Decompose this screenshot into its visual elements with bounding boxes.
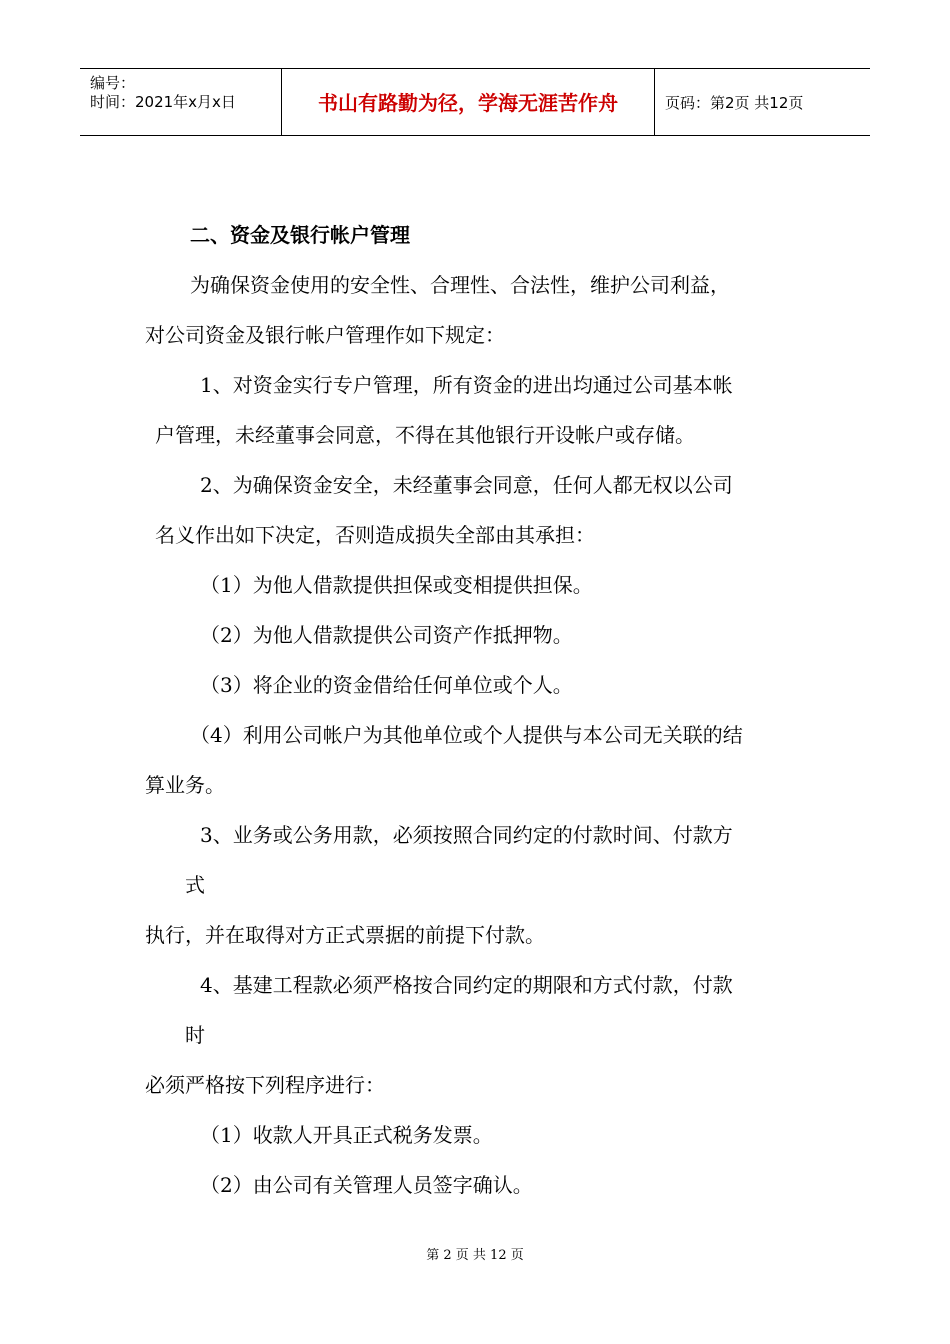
section-heading: 二、资金及银行帐户管理 — [190, 223, 410, 247]
paragraph-line: 1、对资金实行专户管理，所有资金的进出均通过公司基本帐 — [200, 373, 733, 397]
list-item-line: （1）为他人借款提供担保或变相提供担保。 — [200, 573, 593, 597]
list-item-line: （3）将企业的资金借给任何单位或个人。 — [200, 673, 573, 697]
paragraph-line: 2、为确保资金安全，未经董事会同意，任何人都无权以公司 — [200, 473, 733, 497]
paragraph-line: 时 — [185, 1023, 205, 1047]
header-page-info: 页码：第2页 共12页 — [665, 94, 804, 112]
paragraph-line: 3、业务或公务用款，必须按照合同约定的付款时间、付款方 — [200, 823, 733, 847]
paragraph-line: 为确保资金使用的安全性、合理性、合法性，维护公司利益， — [190, 273, 730, 297]
document-date-label: 时间：2021年x月x日 — [90, 93, 236, 111]
list-item-line: （1）收款人开具正式税务发票。 — [200, 1123, 493, 1147]
paragraph-line: 对公司资金及银行帐户管理作如下规定： — [145, 323, 505, 347]
header-page-cell — [655, 69, 870, 135]
document-number-label: 编号： — [90, 74, 136, 92]
paragraph-line: 必须严格按下列程序进行： — [145, 1073, 385, 1097]
paragraph-line: 执行，并在取得对方正式票据的前提下付款。 — [145, 923, 545, 947]
header-motto: 书山有路勤为径，学海无涯苦作舟 — [318, 91, 618, 115]
header-meta-cell — [80, 69, 282, 135]
list-item-line: 算业务。 — [145, 773, 225, 797]
list-item-line: （2）由公司有关管理人员签字确认。 — [200, 1173, 533, 1197]
paragraph-line: 名义作出如下决定，否则造成损失全部由其承担： — [155, 523, 595, 547]
paragraph-line: 户管理，未经董事会同意，不得在其他银行开设帐户或存储。 — [155, 423, 695, 447]
paragraph-line: 式 — [185, 873, 205, 897]
paragraph-line: 4、基建工程款必须严格按合同约定的期限和方式付款，付款 — [200, 973, 733, 997]
page-footer: 第 2 页 共 12 页 — [426, 1248, 524, 1263]
document-header — [80, 68, 870, 136]
header-motto-cell — [282, 69, 655, 135]
list-item-line: （2）为他人借款提供公司资产作抵押物。 — [200, 623, 573, 647]
list-item-line: （4）利用公司帐户为其他单位或个人提供与本公司无关联的结 — [190, 723, 743, 747]
